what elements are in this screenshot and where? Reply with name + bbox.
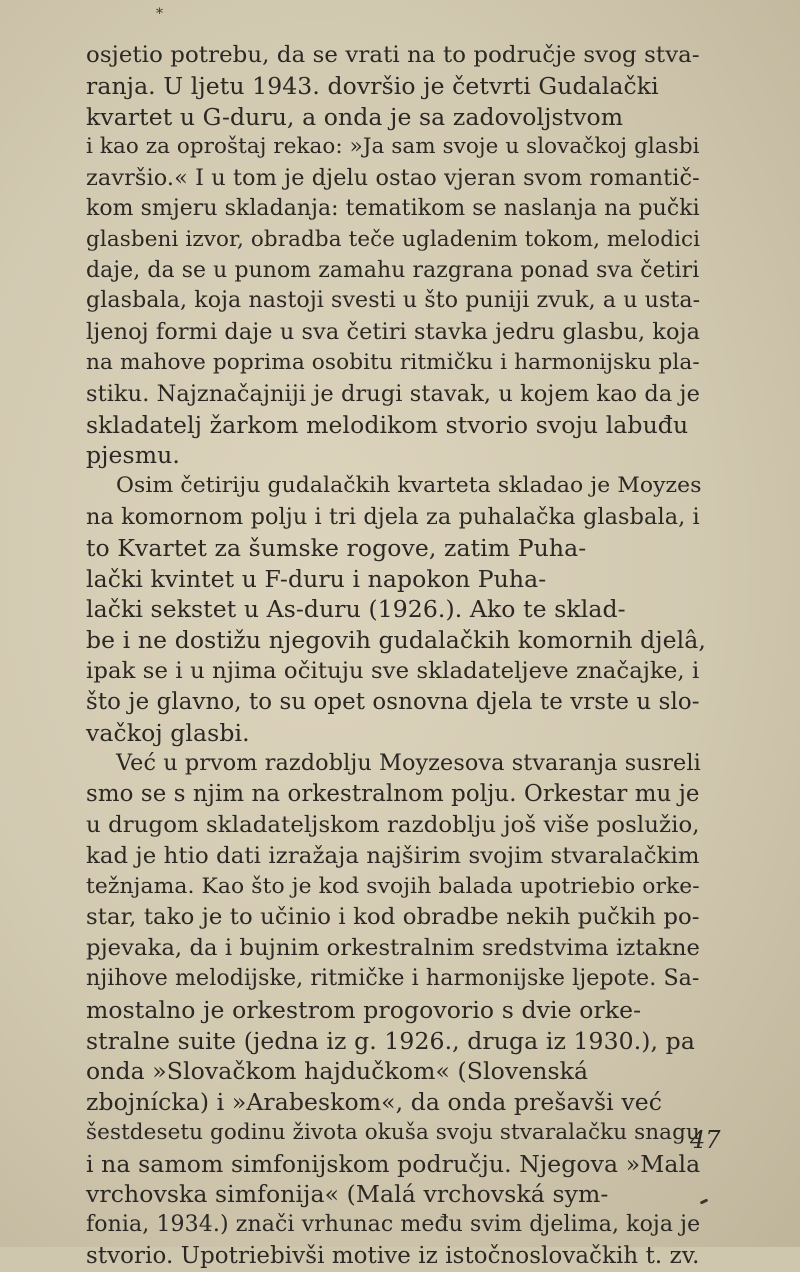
text-line: lački kvintet u F-duru i napokon Puha- bbox=[86, 564, 547, 593]
text-line: onda »Slovačkom hajdučkom« (Slovenská bbox=[86, 1057, 589, 1086]
text-line: daje, da se u punom zamahu razgrana ponad sva četiri bbox=[86, 257, 700, 283]
text-line: glasbala, koja nastoji svesti u što puniji zvuk, a u usta- bbox=[86, 288, 701, 314]
text-line: stiku. Najznačajniji je drugi stavak, u kojem kao da je bbox=[86, 380, 700, 407]
text-line: ljenoj formi daje u sva četiri stavka jedru glasbu, koja bbox=[86, 319, 701, 346]
text-line: na komornom polju i tri djela za puhalačka glasbala, i bbox=[86, 503, 700, 530]
text-line: ipak se i u njima očituju sve skladateljeve značajke, i bbox=[86, 657, 700, 684]
text-line: be i ne dostižu njegovih gudalačkih komornih djelâ, bbox=[86, 626, 706, 655]
text-line: lački sekstet u As-duru (1926.). Ako te sklad- bbox=[86, 595, 626, 624]
body-text bbox=[86, 40, 706, 1272]
text-line: Već u prvom razdoblju Moyzesova stvaranja susreli bbox=[116, 750, 701, 777]
text-line: i kao za oproštaj rekao: »Ja sam svoje u slovačkoj glasbi bbox=[86, 134, 700, 160]
text-line: kvartet u G-duru, a onda je sa zadovoljstvom bbox=[86, 102, 624, 131]
text-line: osjetio potrebu, da se vrati na to područje svog stva- bbox=[86, 42, 700, 68]
text-line: glasbeni izvor, obradba teče ugladenim tokom, melodici bbox=[86, 226, 701, 252]
text-line: pjevaka, da i bujnim orkestralnim sredstvima iztakne bbox=[86, 935, 701, 962]
text-line: što je glavno, to su opet osnovna djela te vrste u slo- bbox=[86, 688, 700, 715]
text-line: star, tako je to učinio i kod obradbe nekih pučkih po- bbox=[86, 904, 700, 931]
text-line: vačkoj glasbi. bbox=[86, 718, 250, 747]
text-line: stvorio. Upotriebivši motive iz istočnoslovačkih t. zv. bbox=[86, 1243, 700, 1270]
page-number: 47 bbox=[690, 1126, 721, 1154]
text-line: fonia, 1934.) znači vrhunac među svim djelima, koja je bbox=[86, 1212, 701, 1238]
text-line: to Kvartet za šumske rogove, zatim Puha- bbox=[86, 533, 587, 562]
text-line: Osim četiriju gudalačkih kvarteta skladao je Moyzes bbox=[116, 473, 702, 499]
header-mark: * bbox=[156, 6, 163, 22]
text-line: završio.« I u tom je djelu ostao vjeran svom romantič- bbox=[86, 165, 700, 192]
text-line: u drugom skladateljskom razdoblju još više poslužio, bbox=[86, 811, 700, 838]
text-line: na mahove poprima osobitu ritmičku i harmonijsku pla- bbox=[86, 349, 700, 375]
text-line: pjesmu. bbox=[86, 441, 180, 470]
text-line: kom smjeru skladanja: tematikom se naslanja na pučki bbox=[86, 195, 700, 221]
text-line: šestdesetu godinu života okuša svoju stvaralačku snagu bbox=[86, 1119, 700, 1145]
text-line: kad je htio dati izražaja najširim svojim stvaralačkim bbox=[86, 842, 700, 869]
text-line: zbojnícka) i »Arabeskom«, da onda prešavši već bbox=[86, 1088, 662, 1117]
text-line: njihove melodijske, ritmičke i harmonijske ljepote. Sa- bbox=[86, 965, 700, 991]
text-line: skladatelj žarkom melodikom stvorio svoju labuđu bbox=[86, 410, 689, 439]
text-line: smo se s njim na orkestralnom polju. Orkestar mu je bbox=[86, 781, 700, 808]
text-line: mostalno je orkestrom progovorio s dvie orke- bbox=[86, 995, 642, 1024]
text-line: težnjama. Kao što je kod svojih balada upotriebio orke- bbox=[86, 873, 700, 899]
text-line: ranja. U ljetu 1943. dovršio je četvrti Gudalački bbox=[86, 71, 659, 100]
text-line: stralne suite (jedna iz g. 1926., druga iz 1930.), pa bbox=[86, 1026, 695, 1055]
text-line: vrchovska simfonija« (Malá vrchovská sym- bbox=[86, 1180, 609, 1209]
text-line: i na samom simfonijskom području. Njegova »Mala bbox=[86, 1149, 701, 1178]
